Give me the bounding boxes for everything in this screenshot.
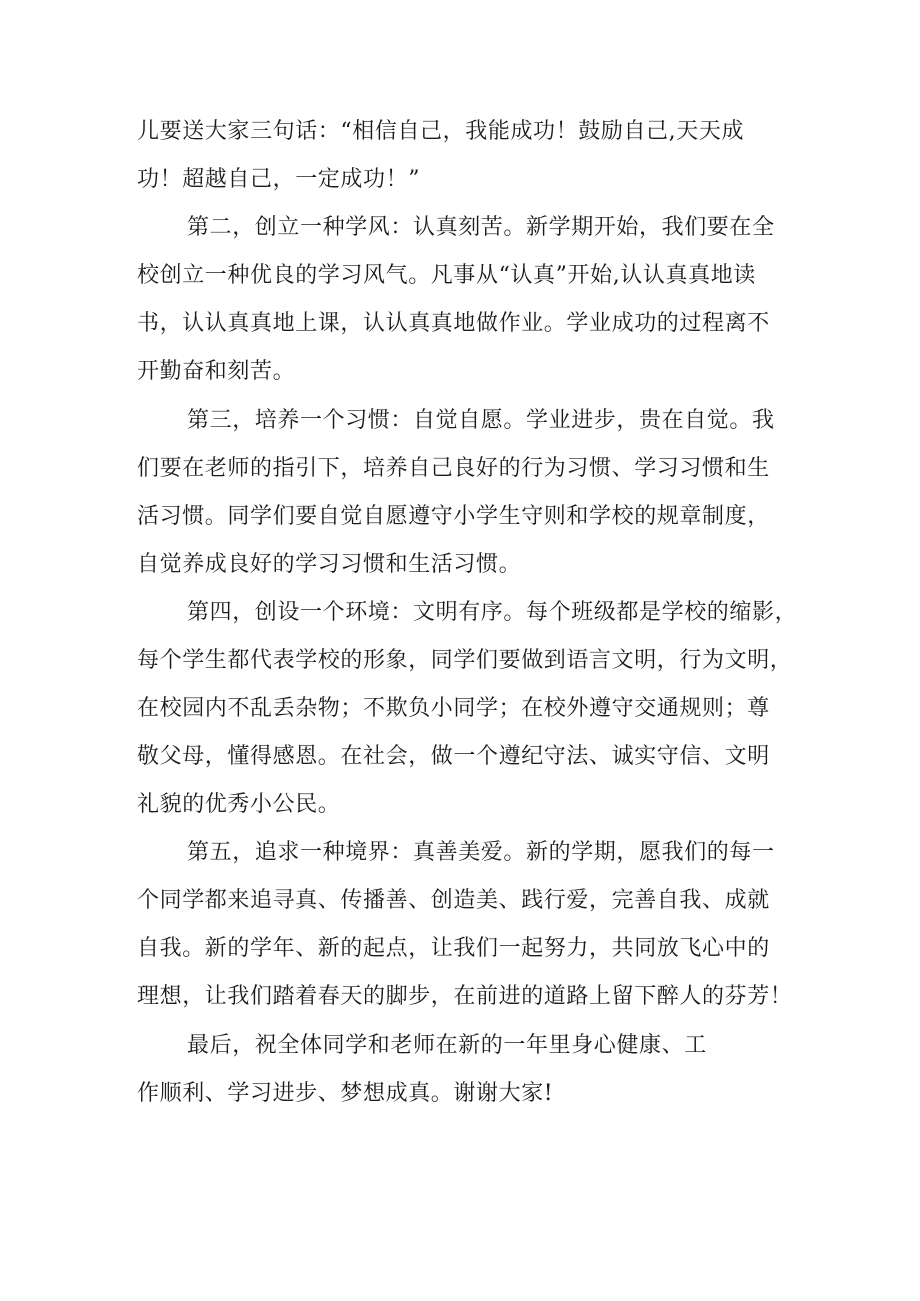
text-line: 功！超越自己，一定成功！”	[137, 167, 421, 192]
text-line: 每个学生都代表学校的形象，同学们要做到语言文明，行为文明，	[137, 648, 793, 673]
text-line: 作顺利、学习进步、梦想成真。谢谢大家!	[137, 1081, 554, 1106]
paragraph-first-line: 第五，追求一种境界：真善美爱。新的学期，愿我们的每一	[187, 840, 775, 865]
text-line: 们要在老师的指引下，培养自己良好的行为习惯、学习习惯和生	[137, 456, 770, 481]
text-line: 在校园内不乱丢杂物；不欺负小同学；在校外遵守交通规则；尊	[137, 696, 770, 721]
paragraph-first-line: 第四，创设一个环境：文明有序。每个班级都是学校的缩影，	[187, 600, 798, 625]
text-line: 敬父母，懂得感恩。在社会，做一个遵纪守法、诚实守信、文明	[137, 744, 770, 769]
text-line: 自我。新的学年、新的起点，让我们一起努力，共同放飞心中的	[137, 936, 770, 961]
text-line: 开勤奋和刻苦。	[137, 359, 296, 384]
text-line: 自觉养成良好的学习习惯和生活习惯。	[137, 552, 522, 577]
text-line: 书，认认真真地上课，认认真真地做作业。学业成功的过程离不	[137, 311, 770, 336]
text-line: 校创立一种优良的学习风气。凡事从“认真”开始,认认真真地读	[137, 263, 756, 288]
text-line: 个同学都来追寻真、传播善、创造美、践行爱，完善自我、成就	[137, 888, 770, 913]
paragraph-first-line: 第二，创立一种学风：认真刻苦。新学期开始，我们要在全	[187, 215, 775, 240]
text-line: 理想，让我们踏着春天的脚步，在前进的道路上留下醉人的芬芳！	[137, 984, 793, 1009]
text-line: 活习惯。同学们要自觉自愿遵守小学生守则和学校的规章制度，	[137, 504, 770, 529]
paragraph-first-line: 第三，培养一个习惯：自觉自愿。学业进步，贵在自觉。我	[187, 408, 775, 433]
text-line: 礼貌的优秀小公民。	[137, 792, 341, 817]
text-line: 儿要送大家三句话：“相信自己，我能成功！鼓励自己,天天成	[137, 119, 745, 144]
paragraph-first-line: 最后，祝全体同学和老师在新的一年里身心健康、工	[187, 1033, 707, 1058]
